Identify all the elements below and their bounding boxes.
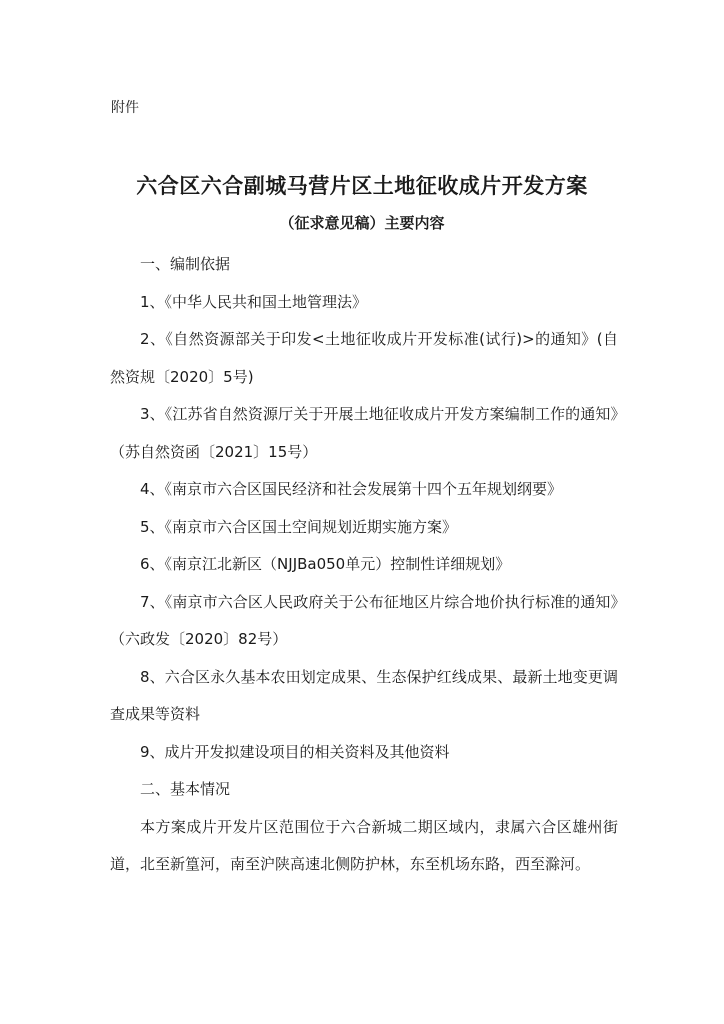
document-body — [110, 246, 618, 884]
section-heading-basic-info: 二、基本情况 — [140, 780, 231, 798]
basic-info-paragraph: 本方案成片开发片区范围位于六合新城二期区域内，隶属六合区雄州街道，北至新篁河，南至沪陕高速北侧防护林，东至机场东路，西至滁河。 — [110, 817, 618, 873]
basis-item-4: 4、《南京市六合区国民经济和社会发展第十四个五年规划纲要》 — [140, 480, 563, 498]
basis-item-5: 5、《南京市六合区国土空间规划近期实施方案》 — [140, 517, 458, 536]
attachment-label: 附件 — [111, 100, 139, 116]
document-subtitle: （征求意见稿）主要内容 — [279, 214, 445, 232]
basis-item-6: 6、《南京江北新区（NJJBa050单元）控制性详细规划》 — [140, 555, 511, 573]
basis-item-9: 9、成片开发拟建设项目的相关资料及其他资料 — [140, 742, 450, 761]
document-title: 六合区六合副城马营片区土地征收成片开发方案 — [136, 174, 588, 198]
basis-item-1: 1、《中华人民共和国土地管理法》 — [140, 292, 368, 311]
basis-item-2: 2、《自然资源部关于印发<土地征收成片开发标准(试行)>的通知》(自然资规〔2020〕5号) — [110, 330, 618, 386]
basis-item-7: 7、《南京市六合区人民政府关于公布征地区片综合地价执行标准的通知》（六政发〔2020〕82号） — [110, 592, 618, 648]
basis-item-3: 3、《江苏省自然资源厅关于开展土地征收成片开发方案编制工作的通知》（苏自然资函〔2021〕15号） — [110, 405, 618, 461]
section-heading-basis: 一、编制依据 — [140, 255, 231, 273]
basis-item-8: 8、六合区永久基本农田划定成果、生态保护红线成果、最新土地变更调查成果等资料 — [110, 667, 618, 723]
